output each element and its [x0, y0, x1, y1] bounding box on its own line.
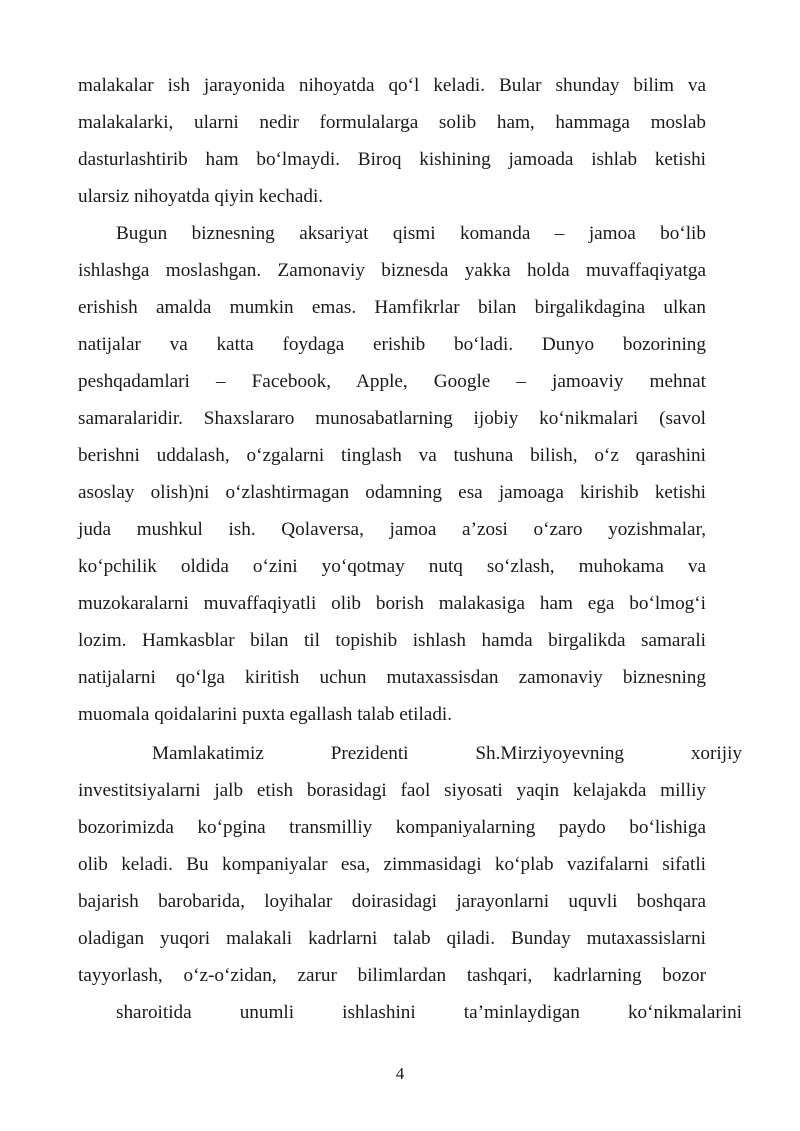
text-line: ishlashga moslashgan. Zamonaviy biznesda yakka holda muvaffaqiyatga — [78, 260, 706, 281]
text-line: dasturlashtirib ham bo‘lmaydi. Biroq kishining jamoada ishlab ketishi — [78, 149, 706, 170]
text-line: olib keladi. Bu kompaniyalar esa, zimmasidagi ko‘plab vazifalarni sifatli — [78, 854, 706, 875]
text-line: asoslay olish)ni o‘zlashtirmagan odamning esa jamoaga kirishib ketishi — [78, 482, 706, 503]
text-line: malakalarki, ularni nedir formulalarga solib ham, hammaga moslab — [78, 112, 706, 133]
text-line: samaralaridir. Shaxslararo munosabatlarning ijobiy ko‘nikmalari (savol — [78, 408, 706, 429]
text-line: natijalarni qo‘lga kiritish uchun mutaxassisdan zamonaviy biznesning — [78, 667, 706, 688]
text-line: muzokaralarni muvaffaqiyatli olib borish malakasiga ham ega bo‘lmog‘i — [78, 593, 706, 614]
text-line: ko‘pchilik oldida o‘zini yo‘qotmay nutq so‘zlash, muhokama va — [78, 556, 706, 577]
text-line: peshqadamlari – Facebook, Apple, Google – jamoaviy mehnat — [78, 371, 706, 392]
text-line: tayyorlash, o‘z-o‘zidan, zarur bilimlardan tashqari, kadrlarning bozor — [78, 965, 706, 986]
page-number: 4 — [395, 1064, 405, 1083]
text-line: natijalar va katta foydaga erishib bo‘ladi. Dunyo bozorining — [78, 334, 706, 355]
text-line: erishish amalda mumkin emas. Hamfikrlar bilan birgalikdagina ulkan — [78, 297, 706, 318]
text-line: malakalar ish jarayonida nihoyatda qo‘l keladi. Bular shunday bilim va — [78, 75, 706, 96]
text-line: oladigan yuqori malakali kadrlarni talab qiladi. Bunday mutaxassislarni — [78, 928, 706, 949]
text-line: investitsiyalarni jalb etish borasidagi faol siyosati yaqin kelajakda milliy — [78, 780, 706, 801]
text-line: muomala qoidalarini puxta egallash talab etiladi. — [78, 704, 453, 725]
text-line: Mamlakatimiz Prezidenti Sh.Mirziyoyevning xorijiy — [152, 743, 742, 764]
text-line: Bugun biznesning aksariyat qismi komanda – jamoa bo‘lib — [116, 223, 706, 244]
text-line: lozim. Hamkasblar bilan til topishib ishlash hamda birgalikda samarali — [78, 630, 706, 651]
text-line: sharoitida unumli ishlashini ta’minlaydigan ko‘nikmalarini — [116, 1002, 742, 1023]
text-line: juda mushkul ish. Qolaversa, jamoa a’zosi o‘zaro yozishmalar, — [78, 519, 706, 540]
text-line: bozorimizda ko‘pgina transmilliy kompaniyalarning paydo bo‘lishiga — [78, 817, 706, 838]
text-line: berishni uddalash, o‘zgalarni tinglash va tushuna bilish, o‘z qarashini — [78, 445, 706, 466]
text-line: ularsiz nihoyatda qiyin kechadi. — [78, 186, 324, 207]
text-line: bajarish barobarida, loyihalar doirasidagi jarayonlarni uquvli boshqara — [78, 891, 706, 912]
